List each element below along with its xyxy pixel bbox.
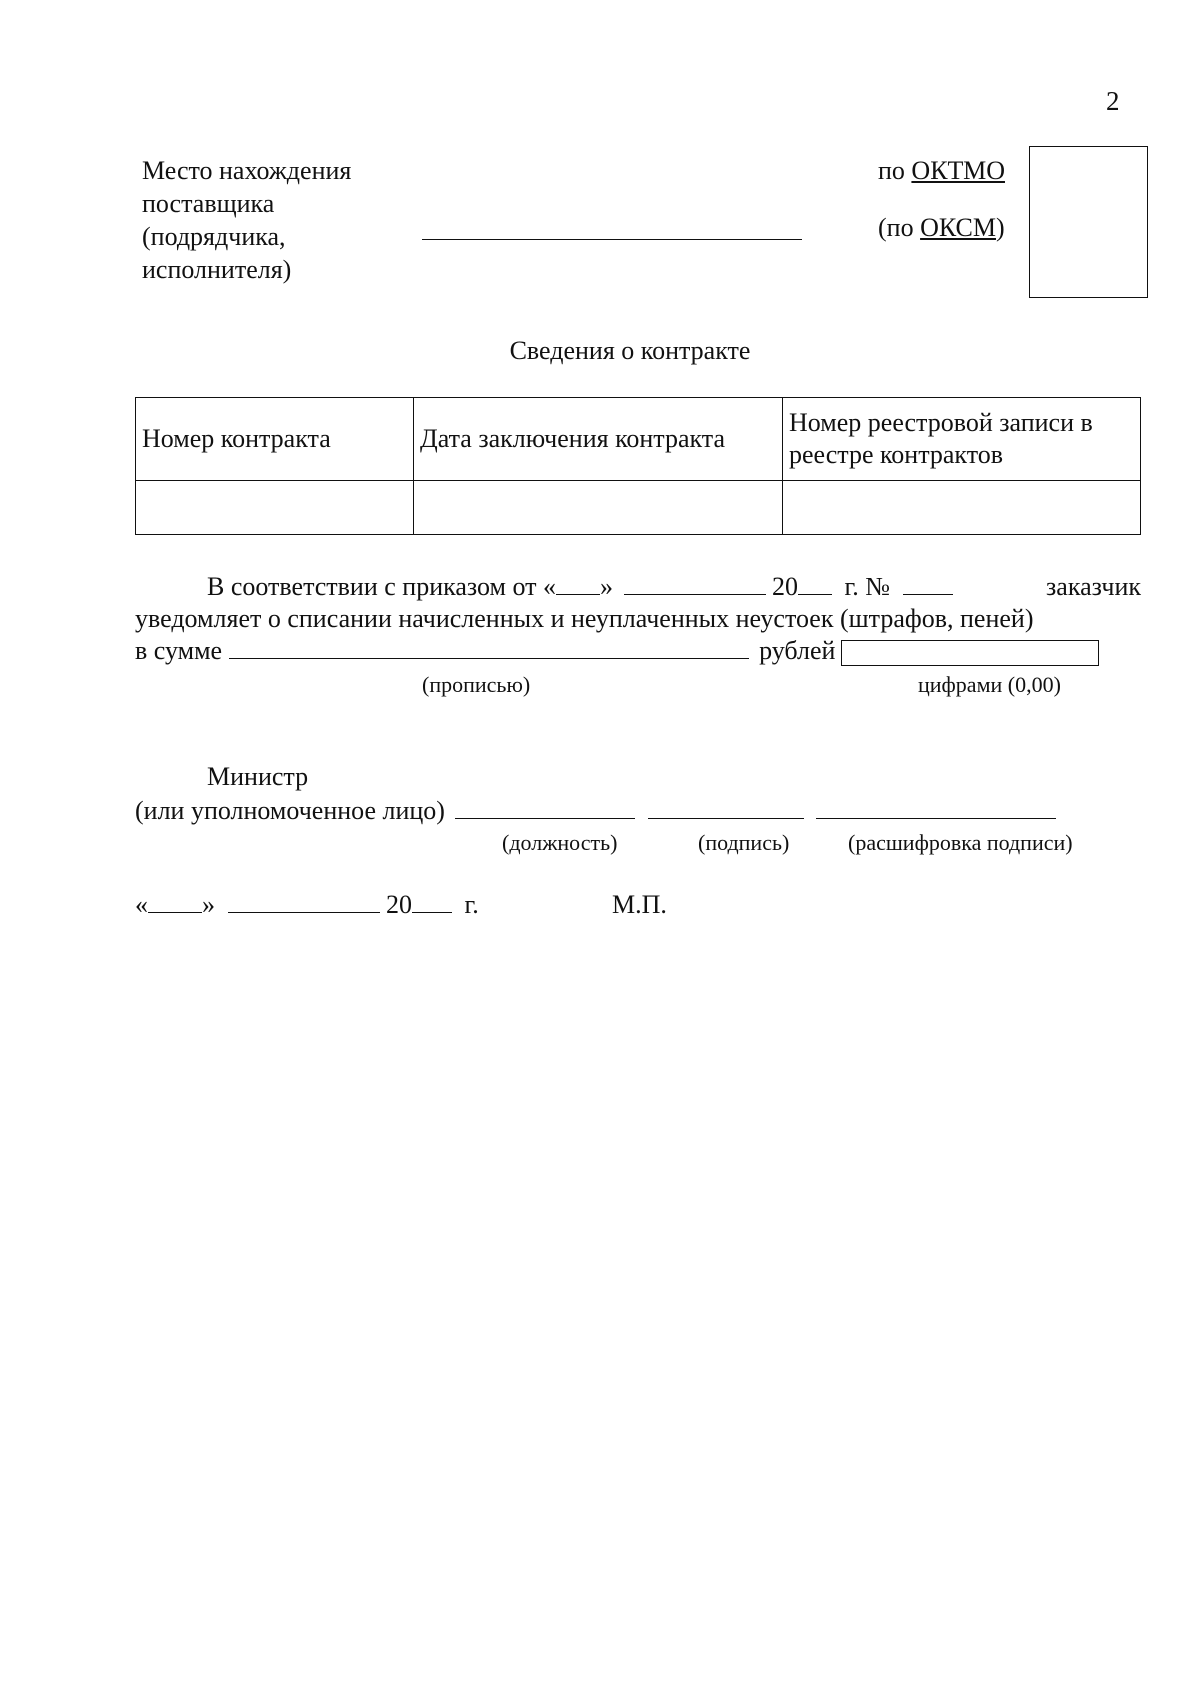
order-line-2: уведомляет о списании начисленных и неуплаченных неустоек (штрафов, пеней) [135,604,1034,633]
date-month-blank[interactable] [228,892,380,913]
contract-table [135,397,1141,535]
order-number-blank[interactable] [903,574,953,595]
cell-contract-number[interactable] [136,481,414,535]
signature-decoding-blank[interactable] [816,798,1056,819]
cell-registry-number[interactable] [783,481,1141,535]
oksm-label: (по ОКСМ) [878,213,1005,242]
table-row [136,481,1141,535]
section-title: Сведения о контракте [509,336,751,365]
location-label-line: исполнителя) [142,255,292,284]
date-day-blank[interactable] [148,892,202,913]
caption-digits: цифрами (0,00) [918,672,1061,697]
caption-signature: (подпись) [698,830,790,855]
location-fill-line[interactable] [422,239,802,240]
amount-digits-box[interactable] [841,640,1099,666]
month-blank[interactable] [624,574,766,595]
header-contract-date: Дата заключения контракта [414,398,783,481]
position-blank[interactable] [455,798,635,819]
stamp-mark: М.П. [612,890,667,919]
date-year-blank[interactable] [412,892,452,913]
code-box[interactable] [1029,146,1148,298]
order-line-3: в сумме рублей [135,636,1141,666]
location-label-line: (подрядчика, [142,222,286,251]
cell-contract-date[interactable] [414,481,783,535]
year-blank[interactable] [798,574,832,595]
caption-words: (прописью) [422,672,531,697]
header-registry-number: Номер реестровой записи в реестре контрактов [783,398,1141,481]
page-number: 2 [1106,86,1120,116]
location-label-line: поставщика [142,189,275,218]
caption-decoding: (расшифровка подписи) [848,830,1073,855]
supplier-location-label [142,154,351,286]
signer-title: Министр [207,762,309,791]
signature-blank[interactable] [648,798,804,819]
oktmo-label: по ОКТМО [878,156,1005,185]
order-line-1: В соответствии с приказом от « » 20 г. № заказчик [207,572,1141,601]
header-contract-number: Номер контракта [136,398,414,481]
caption-position: (должность) [502,830,618,855]
table-header-row [136,398,1141,481]
amount-words-blank[interactable] [229,638,749,659]
day-blank[interactable] [556,574,600,595]
signer-subtitle: (или уполномоченное лицо) [135,796,1056,826]
location-label-line: Место нахождения [142,156,352,185]
date-line: « » 20 г. [135,890,479,919]
